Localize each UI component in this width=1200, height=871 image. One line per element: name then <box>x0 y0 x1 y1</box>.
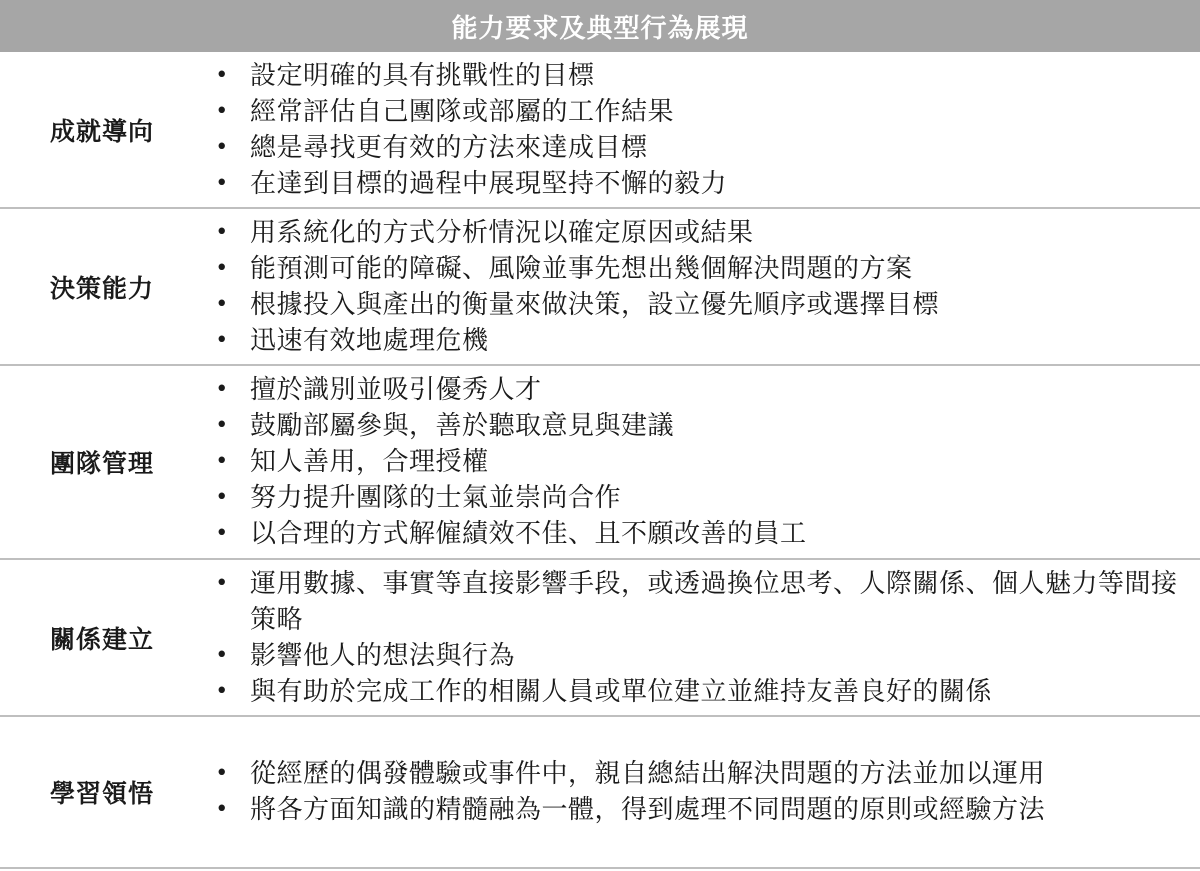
list-item: • 努力提升團隊的士氣並崇尚合作 <box>206 480 1200 516</box>
bullet-icon: • <box>215 570 229 596</box>
competency-label: 學習領悟 <box>49 779 154 808</box>
list-item: • 總是尋找更有效的方法來達成目標 <box>206 130 1200 166</box>
list-item: • 迅速有效地處理危機 <box>206 323 1200 359</box>
behavior-list <box>200 215 1200 359</box>
bullet-icon: • <box>215 98 229 124</box>
list-item: • 與有助於完成工作的相關人員或單位建立並維持友善良好的關係 <box>206 674 1200 710</box>
table-row <box>0 717 1200 869</box>
list-item: • 在達到目標的過程中展現堅持不懈的毅力 <box>206 166 1200 202</box>
list-item: • 根據投入與產出的衡量來做決策，設立優先順序或選擇目標 <box>206 287 1200 323</box>
table-row <box>0 52 1200 209</box>
competency-label: 決策能力 <box>49 273 154 303</box>
behavior-list <box>200 372 1200 552</box>
bullet-icon: • <box>215 521 229 546</box>
list-item: • 運用數據、事實等直接影響手段，或透過換位思考、人際關係、個人魅力等間接策略 <box>206 566 1200 638</box>
bullet-icon: • <box>215 485 229 510</box>
list-item: • 知人善用，合理授權 <box>206 444 1200 480</box>
list-item: • 能預測可能的障礙、風險並事先想出幾個解決問題的方案 <box>206 251 1200 287</box>
bullet-icon: • <box>215 678 229 704</box>
list-item: • 擅於識別並吸引優秀人才 <box>206 372 1200 408</box>
behavior-list <box>200 58 1200 202</box>
bullet-icon: • <box>215 291 229 317</box>
list-item: • 影響他人的想法與行為 <box>206 638 1200 674</box>
table-row <box>0 366 1200 560</box>
list-item: • 鼓勵部屬參與，善於聽取意見與建議 <box>206 408 1200 444</box>
competency-label: 成就導向 <box>49 116 154 146</box>
bullet-icon: • <box>215 327 229 353</box>
list-item: • 從經歷的偶發體驗或事件中，親自總結出解決問題的方法並加以運用 <box>206 756 1200 792</box>
bullet-icon: • <box>215 449 229 474</box>
list-item: • 經常評估自己團隊或部屬的工作結果 <box>206 94 1200 130</box>
bullet-icon: • <box>215 642 229 668</box>
competency-label: 團隊管理 <box>49 449 154 478</box>
bullet-icon: • <box>215 134 229 160</box>
bullet-icon: • <box>215 219 229 245</box>
bullet-icon: • <box>215 255 229 281</box>
table-row <box>0 209 1200 366</box>
bullet-icon: • <box>215 377 229 402</box>
list-item: • 以合理的方式解僱績效不佳、且不願改善的員工 <box>206 516 1200 552</box>
bullet-icon: • <box>215 761 229 786</box>
table-row <box>0 560 1200 717</box>
behavior-list <box>200 566 1200 710</box>
behavior-list <box>200 756 1200 828</box>
bullet-icon: • <box>215 413 229 438</box>
competency-label: 關係建立 <box>49 624 154 654</box>
list-item: • 設定明確的具有挑戰性的目標 <box>206 58 1200 94</box>
bullet-icon: • <box>215 62 229 88</box>
bullet-icon: • <box>215 170 229 196</box>
table-body <box>0 52 1200 869</box>
table-header <box>0 0 1200 52</box>
list-item: • 用系統化的方式分析情況以確定原因或結果 <box>206 215 1200 251</box>
list-item: • 將各方面知識的精髓融為一體，得到處理不同問題的原則或經驗方法 <box>206 792 1200 828</box>
bullet-icon: • <box>215 797 229 822</box>
table-title: 能力要求及典型行為展現 <box>451 13 749 44</box>
